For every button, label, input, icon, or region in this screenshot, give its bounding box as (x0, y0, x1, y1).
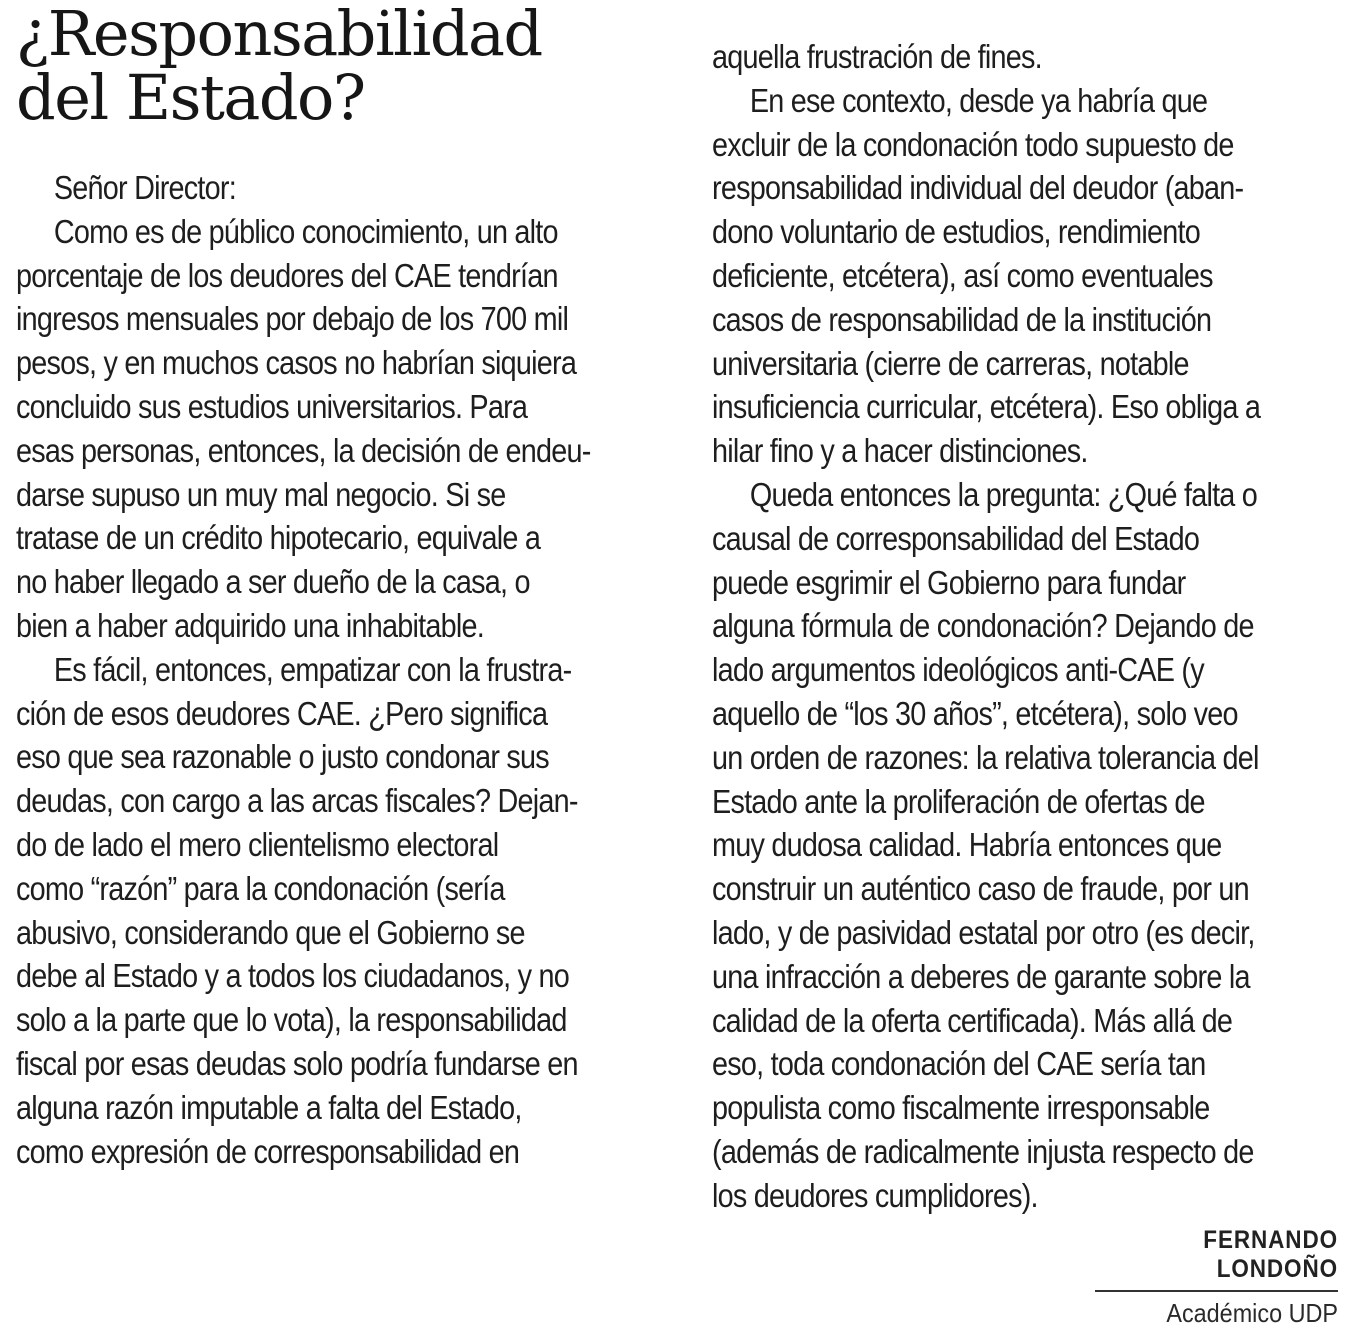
body-line: excluir de la condonación todo supuesto de (712, 126, 1234, 164)
author-signature (1068, 1226, 1338, 1329)
body-line: deudas, con cargo a las arcas fiscales? Dejan- (16, 783, 578, 821)
body-line: insuficiencia curricular, etcétera). Eso obliga a (712, 389, 1261, 427)
body-line: deficiente, etcétera), así como eventuales (712, 257, 1213, 295)
body-line: lado, y de pasividad estatal por otro (es decir, (712, 914, 1255, 952)
body-line: esas personas, entonces, la decisión de endeu- (16, 432, 591, 470)
body-line: un orden de razones: la relativa tolerancia del (712, 739, 1259, 777)
body-line: puede esgrimir el Gobierno para fundar (712, 564, 1186, 602)
body-line: bien a haber adquirido una inhabitable. (16, 607, 484, 645)
body-line: los deudores cumplidores). (712, 1177, 1038, 1215)
author-role: Académico UDP (1166, 1298, 1338, 1328)
body-line: alguna fórmula de condonación? Dejando de (712, 608, 1254, 646)
body-line: fiscal por esas deudas solo podría fundarse en (16, 1045, 578, 1083)
body-line: abusivo, considerando que el Gobierno se (16, 914, 525, 952)
body-line: dono voluntario de estudios, rendimiento (712, 214, 1200, 252)
body-line: casos de responsabilidad de la institución (712, 301, 1212, 339)
body-line: aquello de “los 30 años”, etcétera), solo veo (712, 695, 1238, 733)
body-line: universitaria (cierre de carreras, notable (712, 345, 1189, 383)
body-line: populista como fiscalmente irresponsable (712, 1090, 1210, 1128)
body-line: Estado ante la proliferación de ofertas de (712, 783, 1205, 821)
body-line: como “razón” para la condonación (sería (16, 870, 505, 908)
headline-line-2: del Estado? (16, 61, 365, 134)
body-line: lado argumentos ideológicos anti-CAE (y (712, 652, 1204, 690)
body-line: construir un auténtico caso de fraude, por un (712, 871, 1249, 909)
body-line: una infracción a deberes de garante sobre la (712, 958, 1250, 996)
body-line: ingresos mensuales por debajo de los 700 mil (16, 301, 569, 339)
left-column (16, 167, 642, 1174)
body-line: Es fácil, entonces, empatizar con la frustra- (53, 651, 572, 689)
body-line: causal de corresponsabilidad del Estado (712, 520, 1200, 558)
body-line: do de lado el mero clientelismo electoral (16, 826, 499, 864)
body-line: concluido sus estudios universitarios. Para (16, 388, 528, 426)
body-line: aquella frustración de fines. (712, 39, 1042, 76)
body-line: (además de radicalmente injusta respecto de (712, 1133, 1254, 1171)
body-line: solo a la parte que lo vota), la responsabilidad (16, 1002, 567, 1040)
body-line: alguna razón imputable a falta del Estado, (16, 1089, 522, 1127)
body-line: responsabilidad individual del deudor (aban- (712, 170, 1244, 208)
body-line: muy dudosa calidad. Habría entonces que (712, 827, 1222, 865)
body-line: no haber llegado a ser dueño de la casa, o (16, 564, 530, 602)
body-line: debe al Estado y a todos los ciudadanos, y no (16, 958, 569, 996)
body-line: eso que sea razonable o justo condonar sus (16, 739, 549, 777)
body-line: pesos, y en muchos casos no habrían siquiera (16, 345, 577, 383)
body-line: porcentaje de los deudores del CAE tendrían (16, 257, 558, 295)
body-line: tratase de un crédito hipotecario, equivale a (16, 520, 541, 558)
body-line: calidad de la oferta certificada). Más allá de (712, 1002, 1233, 1040)
body-line: ción de esos deudores CAE. ¿Pero significa (16, 695, 548, 733)
body-line: En ese contexto, desde ya habría que (749, 82, 1208, 120)
headline-line-1: ¿Responsabilidad (16, 0, 542, 70)
salutation: Señor Director: (53, 170, 236, 207)
body-line: Queda entonces la pregunta: ¿Qué falta o (749, 476, 1258, 514)
body-line: hilar fino y a hacer distinciones. (712, 433, 1088, 471)
body-line: eso, toda condonación del CAE sería tan (712, 1046, 1206, 1084)
body-line: Como es de público conocimiento, un alto (53, 213, 558, 251)
body-line: como expresión de corresponsabilidad en (16, 1133, 520, 1171)
author-name: FERNANDO LONDOÑO (1095, 1226, 1338, 1292)
body-line: darse supuso un muy mal negocio. Si se (16, 476, 506, 514)
article-headline (16, 0, 676, 134)
right-column (712, 36, 1338, 1219)
